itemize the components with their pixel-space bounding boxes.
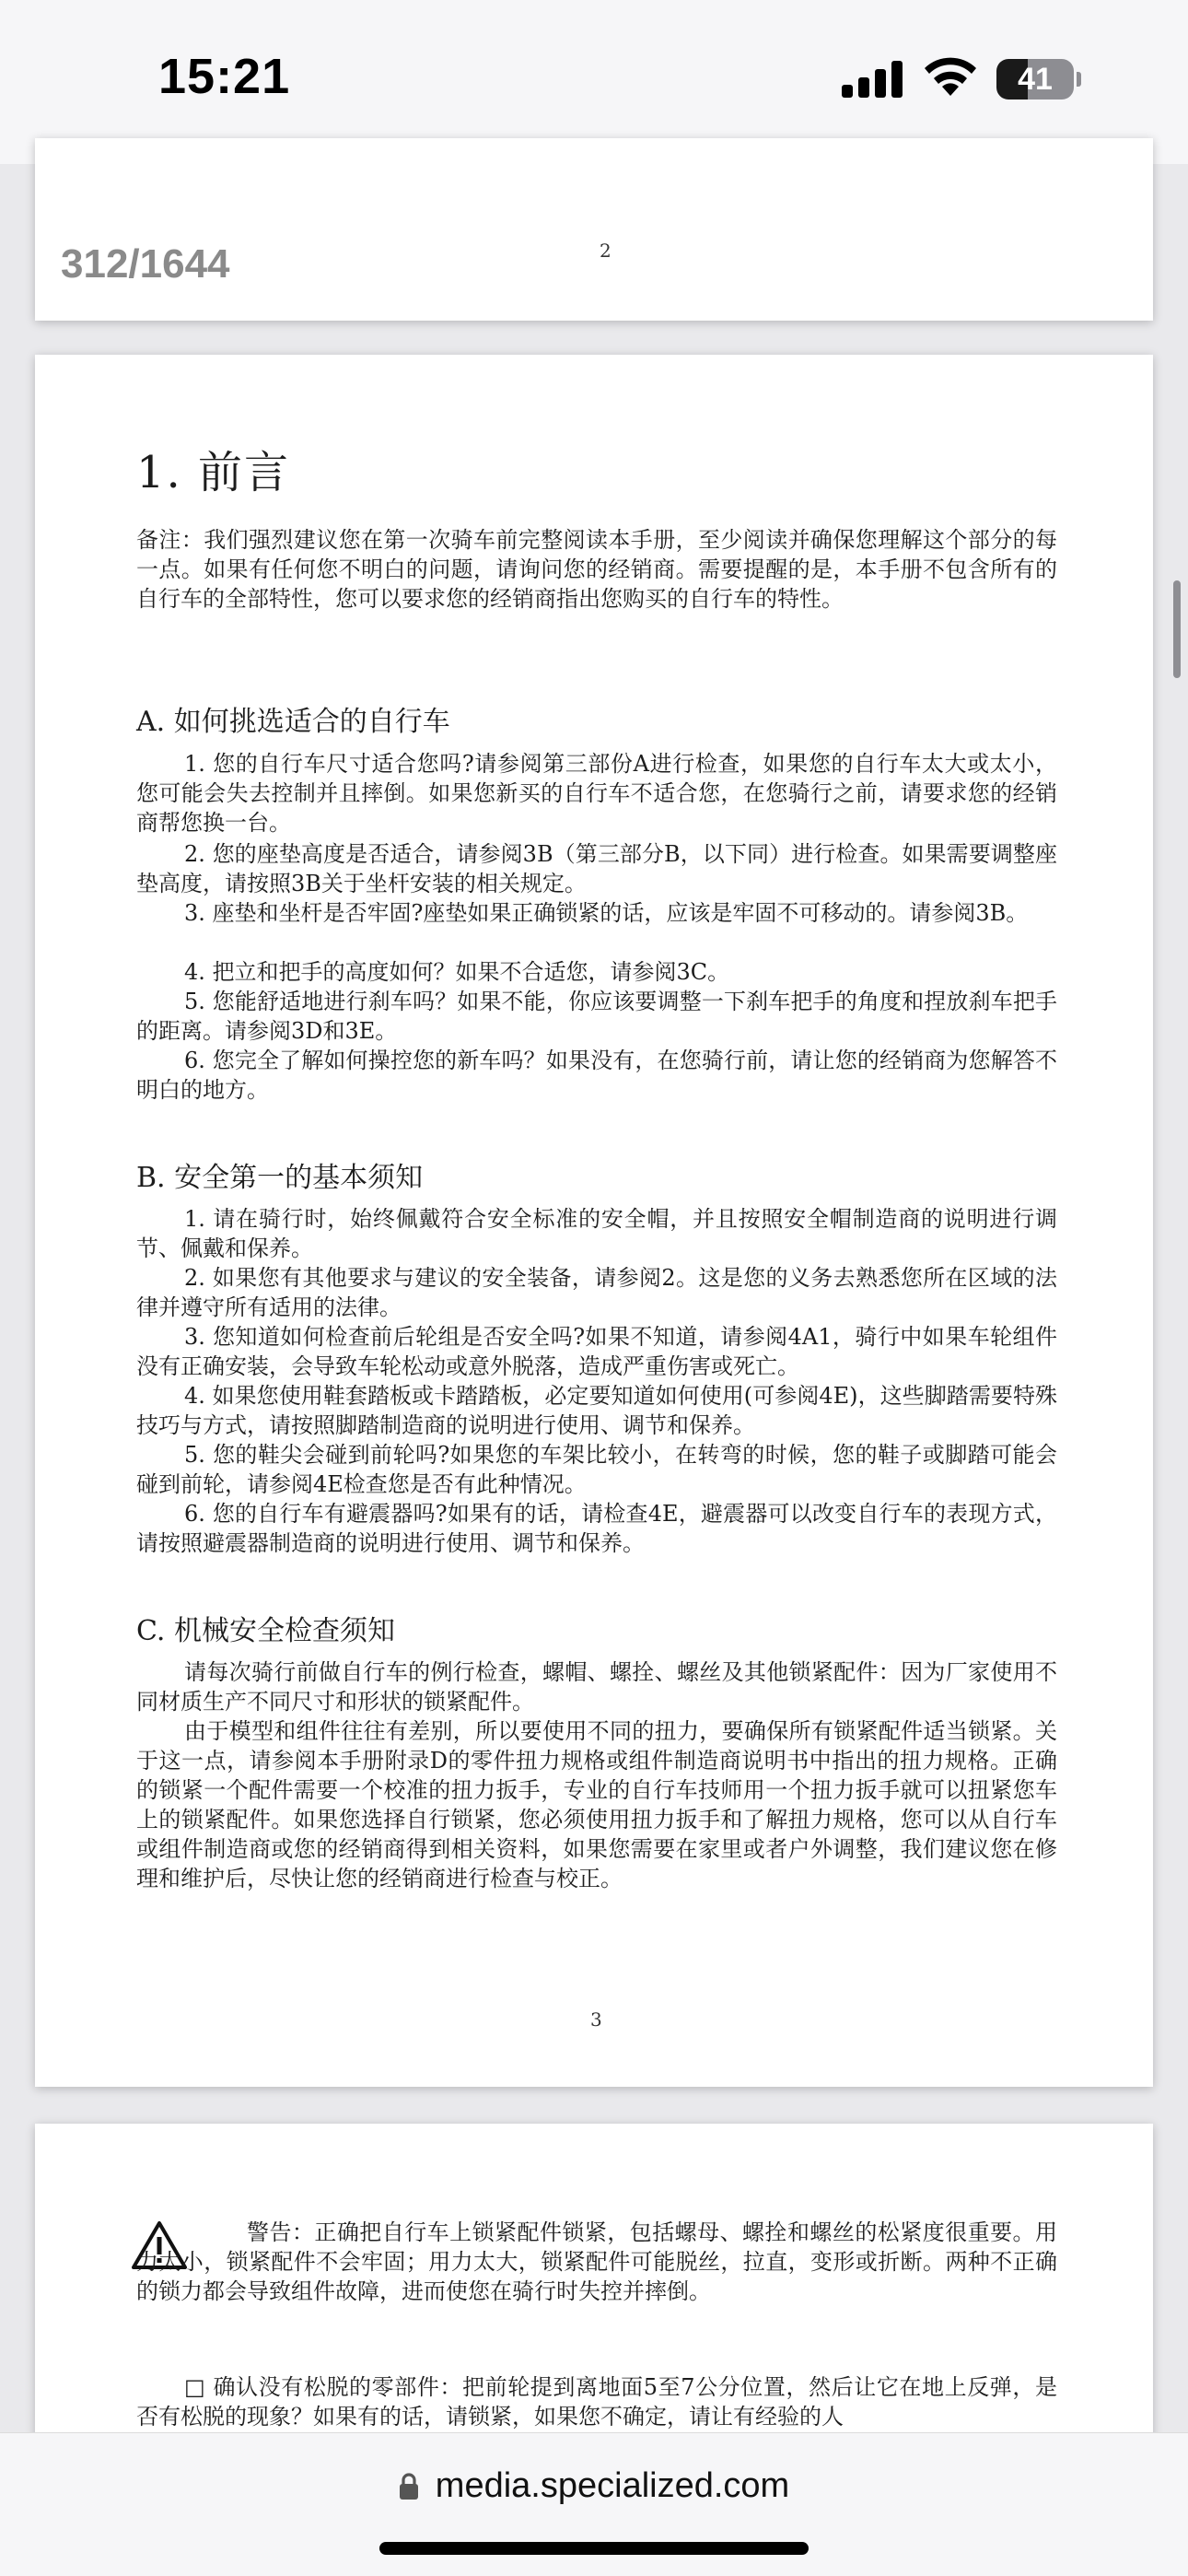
page-number: 2 [600,240,611,262]
cellular-signal-icon [842,61,904,98]
document-page [35,355,1153,2087]
list-item: 4. 如果您使用鞋套踏板或卡踏踏板，必定要知道如何使用(可参阅4E)，这些脚踏需要特殊技巧与方式，请按照脚踏制造商的说明进行使用、调节和保养。 [136,1383,1057,1438]
battery-icon [996,59,1081,100]
document-page [35,138,1153,321]
list-item: 2. 如果您有其他要求与建议的安全装备，请参阅2。这是您的义务去熟悉您所在区域的法律并遵守所有适用的法律。 [136,1265,1057,1320]
list-item: 3. 您知道如何检查前后轮组是否安全吗?如果不知道，请参阅4A1，骑行中如果车轮组件没有正确安装，会导致车轮松动或意外脱落，造成严重伤害或死亡。 [136,1324,1057,1379]
list-item: 3. 座垫和坐杆是否牢固?座垫如果正确锁紧的话，应该是牢固不可移动的。请参阅3B。 [184,900,1029,926]
home-indicator [379,2542,809,2555]
status-time: 15:21 [158,49,291,104]
scrollbar-thumb[interactable] [1173,580,1181,678]
section-heading: B. 安全第一的基本须知 [136,1162,424,1194]
paragraph: 请每次骑行前做自行车的例行检查，螺帽、螺拴、螺丝及其他锁紧配件：因为厂家使用不同材质生产不同尺寸和形状的锁紧配件。 [136,1659,1057,1715]
list-item: 1. 请在骑行时，始终佩戴符合安全标准的安全帽，并且按照安全帽制造商的说明进行调节、佩戴和保养。 [136,1206,1057,1261]
paragraph: 由于模型和组件往往有差别，所以要使用不同的扭力，要确保所有锁紧配件适当锁紧。关于这一点，请参阅本手册附录D的零件扭力规格或组件制造商说明书中指出的扭力规格。正确的锁紧一个配件需要一个校准的扭力扳手，专业的自行车技师用一个扭力扳手就可以扭紧您车上的锁紧配件。如果您选择自行锁紧，您必须使用扭力扳手和了解扭力规格，您可以从自行车或组件制造商或您的经销商得到相关资料，如果您需要在家里或者户外调整，我们建议您在修理和维护后，尽快让您的经销商进行检查与校正。 [136,1718,1057,1891]
warning-text: 警告：正确把自行车上锁紧配件锁紧，包括螺母、螺拴和螺丝的松紧度很重要。用力太小，锁紧配件不会牢固；用力太大，锁紧配件可能脱丝，拉直，变形或折断。两种不正确的锁力都会导致组件故障，进而使您在骑行时失控并摔倒。 [136,2219,1057,2304]
section-heading: C. 机械安全检查须知 [136,1615,395,1647]
list-item: 6. 您的自行车有避震器吗?如果有的话，请检查4E，避震器可以改变自行车的表现方式，请按照避震器制造商的说明进行使用、调节和保养。 [136,1501,1057,1556]
list-item: 5. 您的鞋尖会碰到前轮吗?如果您的车架比较小，在转弯的时候，您的鞋子或脚踏可能会碰到前轮，请参阅4E检查您是否有此种情况。 [136,1442,1057,1497]
list-item: 6. 您完全了解如何操控您的新车吗？如果没有，在您骑行前，请让您的经销商为您解答不明白的地方。 [136,1048,1057,1103]
url-text[interactable]: media.specialized.com [435,2466,790,2505]
chapter-title: 1. 前言 [136,447,291,498]
list-item: 2. 您的座垫高度是否适合，请参阅3B（第三部分B，以下同）进行检查。如果需要调整座垫高度，请按照3B关于坐杆安装的相关规定。 [136,841,1057,896]
list-item: 5. 您能舒适地进行刹车吗？如果不能，你应该要调整一下刹车把手的角度和捏放刹车把手的距离。请参阅3D和3E。 [136,989,1057,1044]
page-number: 3 [590,2008,602,2031]
checklist-item: □ 确认没有松脱的零部件：把前轮提到离地面5至7公分位置，然后让它在地上反弹，是否有松脱的现象？如果有的话，请锁紧，如果您不确定，请让有经验的人 [136,2374,1057,2430]
wifi-icon [923,55,978,98]
battery-percent: 41 [1018,62,1053,97]
list-item: 4. 把立和把手的高度如何？如果不合适您，请参阅3C。 [184,959,730,985]
page-counter: 312/1644 [61,241,230,287]
list-item: 1. 您的自行车尺寸适合您吗?请参阅第三部份A进行检查，如果您的自行车太大或太小，您可能会失去控制并且摔倒。如果您新买的自行车不适合您，在您骑行之前，请要求您的经销商帮您换一台。 [136,751,1057,836]
section-heading: A. 如何挑选适合的自行车 [136,706,450,738]
lock-icon [399,2473,419,2500]
browser-address-bar[interactable] [0,2432,1188,2576]
note-paragraph: 备注：我们强烈建议您在第一次骑车前完整阅读本手册，至少阅读并确保您理解这个部分的每一点。如果有任何您不明白的问题，请询问您的经销商。需要提醒的是，本手册不包含所有的自行车的全部特性，您可以要求您的经销商指出您购买的自行车的特性。 [136,527,1057,612]
